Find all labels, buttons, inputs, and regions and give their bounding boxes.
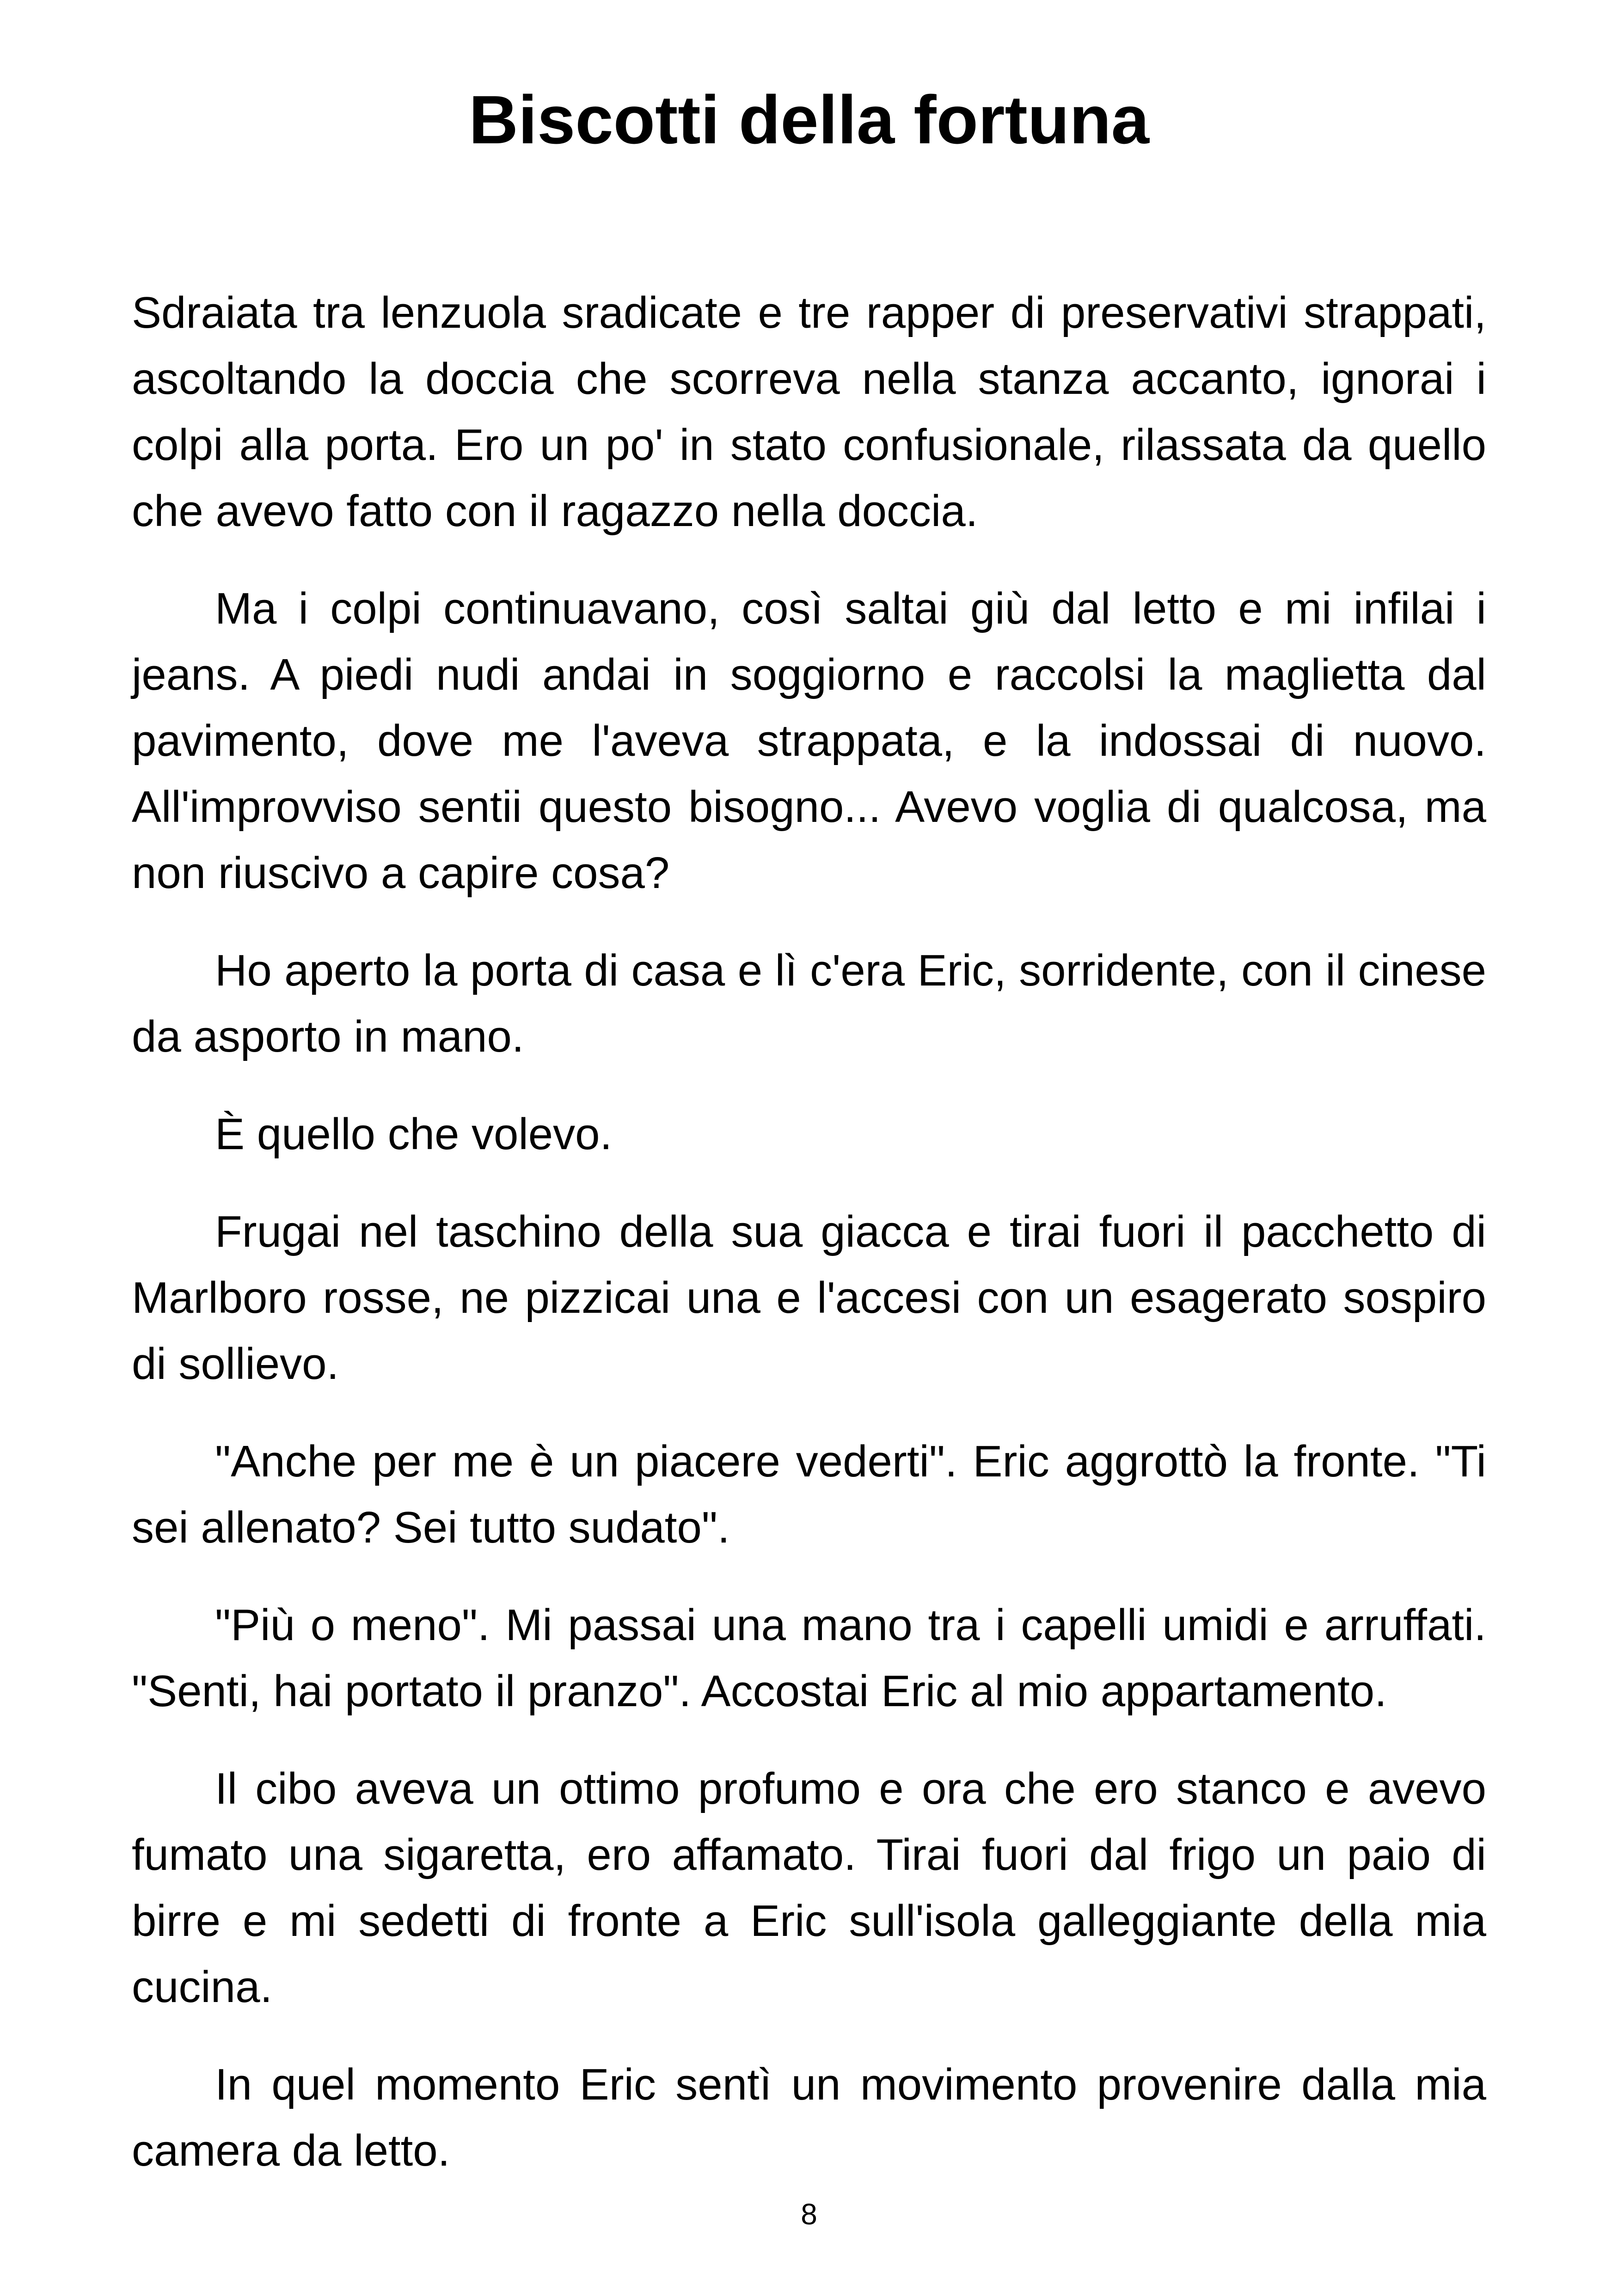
paragraph: In quel momento Eric sentì un movimento provenire dalla mia camera da letto. — [132, 2060, 1486, 2175]
paragraph: È quello che volevo. — [215, 1109, 613, 1159]
paragraph: Ho aperto la porta di casa e lì c'era Eric, sorridente, con il cinese da asporto in mano. — [132, 946, 1486, 1061]
chapter-title: Biscotti della fortuna — [469, 82, 1149, 158]
paragraph: "Anche per me è un piacere vederti". Eric aggrottò la fronte. "Ti sei allenato? Sei tutto sudato". — [132, 1437, 1486, 1552]
body-text — [132, 280, 1486, 2215]
paragraph: Frugai nel taschino della sua giacca e tirai fuori il pacchetto di Marlboro rosse, ne pizzicai una e l'accesi con un esagerato sospiro di sollievo. — [132, 1207, 1486, 1389]
page-number: 8 — [801, 2198, 817, 2231]
paragraph: Il cibo aveva un ottimo profumo e ora che ero stanco e avevo fumato una sigaretta, ero affamato. Tirai fuori dal frigo un paio di birre e mi sedetti di fronte a Eric sull'isola galleggiante della mia cucina. — [132, 1764, 1486, 2012]
paragraph: "Più o meno". Mi passai una mano tra i capelli umidi e arruffati. "Senti, hai portato il pranzo". Accostai Eric al mio appartamento. — [132, 1600, 1486, 1716]
paragraph: Sdraiata tra lenzuola sradicate e tre rapper di preservativi strappati, ascoltando la doccia che scorreva nella stanza accanto, ignorai i colpi alla porta. Ero un po' in stato confusionale, rilassata da quello che avevo fatto con il ragazzo nella doccia. — [132, 288, 1486, 536]
paragraph: Ma i colpi continuavano, così saltai giù dal letto e mi infilai i jeans. A piedi nudi andai in soggiorno e raccolsi la maglietta dal pavimento, dove me l'aveva strappata, e la indossai di nuovo. All'improvviso sentii questo bisogno... Avevo voglia di qualcosa, ma non riuscivo a capire cosa? — [132, 584, 1486, 898]
